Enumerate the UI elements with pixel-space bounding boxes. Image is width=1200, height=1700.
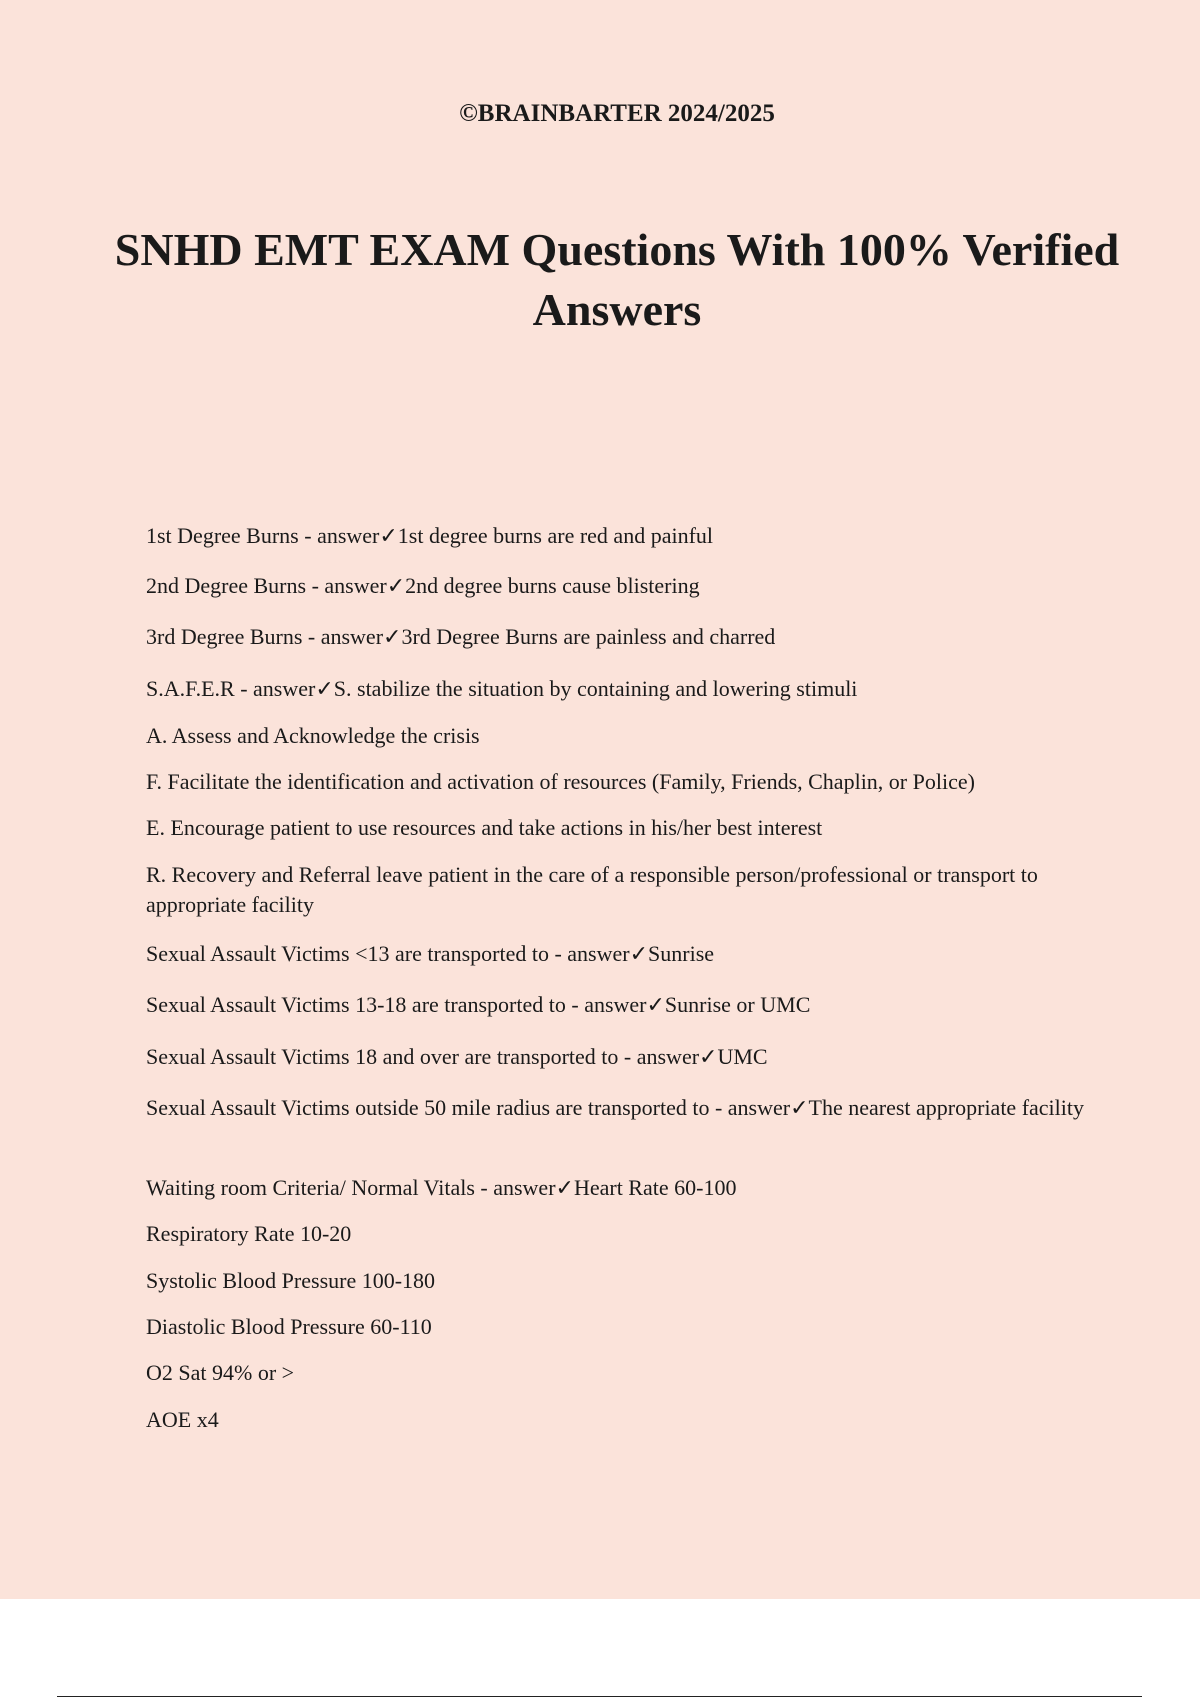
document-title: SNHD EMT EXAM Questions With 100% Verified Answers xyxy=(114,224,1120,335)
qa-entry: Sexual Assault Victims outside 50 mile radius are transported to - answer✓The nearest appropriate facility xyxy=(146,1095,1084,1120)
qa-entry: 1st Degree Burns - answer✓1st degree burns are red and painful xyxy=(146,523,714,548)
footer-rule xyxy=(57,1696,1142,1697)
qa-entry: Sexual Assault Victims 13-18 are transported to - answer✓Sunrise or UMC xyxy=(146,992,811,1017)
qa-entry: Diastolic Blood Pressure 60-110 xyxy=(146,1314,432,1339)
qa-entry: Sexual Assault Victims <13 are transported to - answer✓Sunrise xyxy=(146,941,715,966)
qa-entry: S.A.F.E.R - answer✓S. stabilize the situation by containing and lowering stimuli xyxy=(146,676,858,701)
copyright-header: ©BRAINBARTER 2024/2025 xyxy=(459,100,775,127)
qa-entry: 3rd Degree Burns - answer✓3rd Degree Burns are painless and charred xyxy=(146,624,776,649)
qa-entry: 2nd Degree Burns - answer✓2nd degree burns cause blistering xyxy=(146,573,700,598)
qa-entry: F. Facilitate the identification and activation of resources (Family, Friends, Chaplin, or Police) xyxy=(146,769,975,794)
qa-entry: Systolic Blood Pressure 100-180 xyxy=(146,1268,436,1293)
qa-entry: A. Assess and Acknowledge the crisis xyxy=(146,723,480,748)
qa-entry: R. Recovery and Referral leave patient in the care of a responsible person/professional or transport to appropriate facility xyxy=(146,862,1038,917)
qa-entry: Waiting room Criteria/ Normal Vitals - answer✓Heart Rate 60-100 xyxy=(146,1175,737,1200)
qa-entry: AOE x4 xyxy=(146,1407,219,1432)
qa-entry: E. Encourage patient to use resources and take actions in his/her best interest xyxy=(146,815,823,840)
qa-entry: Respiratory Rate 10-20 xyxy=(146,1221,352,1246)
qa-entry: Sexual Assault Victims 18 and over are transported to - answer✓UMC xyxy=(146,1044,768,1069)
qa-entry: O2 Sat 94% or > xyxy=(146,1360,295,1385)
